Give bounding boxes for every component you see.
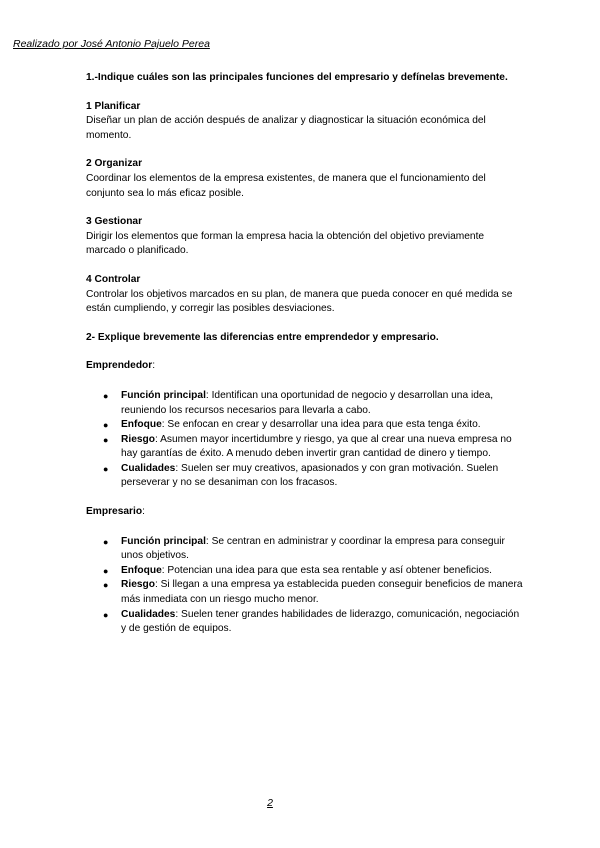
list-item [86, 578, 526, 607]
author-header: Realizado por José Antonio Pajuelo Perea [13, 38, 210, 50]
empresario-list [86, 535, 526, 637]
function-text: Diseñar un plan de acción después de analizar y diagnosticar la situación económica del momento. [86, 115, 486, 141]
emprendedor-heading [86, 359, 526, 374]
item-text: : Suelen tener grandes habilidades de liderazgo, comunicación, negociación y de gestión de equipos. [121, 608, 520, 635]
item-term: Riesgo [121, 433, 155, 445]
item-text: : Asumen mayor incertidumbre y riesgo, ya que al crear una nueva empresa no hay garantías de éxito. A menudo deben invertir gran cantidad de dinero y tiempo. [121, 433, 512, 460]
list-item [86, 433, 526, 462]
bullet-dot-icon: ● [103, 434, 109, 445]
bullet-dot-icon: ● [103, 580, 109, 591]
item-text: : Suelen ser muy creativos, apasionados y con gran motivación. Suelen perseverar y no se desaniman con los fracasos. [121, 462, 499, 489]
item-term: Función principal [121, 535, 206, 547]
item-text: : Identifican una oportunidad de negocio y desarrollan una idea, reuniendo los recursos necesarios para llevarla a cabo. [121, 389, 494, 416]
bullet-dot-icon: ● [103, 565, 109, 576]
emprendedor-list [86, 389, 526, 491]
item-text: : Potencian una idea para que esta sea rentable y así obtener beneficios. [161, 564, 492, 576]
list-item [86, 608, 526, 637]
function-section [86, 215, 526, 259]
page-number: 2 [267, 797, 273, 809]
function-section [86, 100, 526, 144]
function-text: Coordinar los elementos de la empresa existentes, de manera que el funcionamiento del conjunto sea lo más eficaz posible. [86, 172, 486, 199]
list-item [86, 418, 526, 433]
item-term: Riesgo [121, 579, 155, 591]
list-item [86, 535, 526, 564]
item-term: Cualidades [121, 462, 176, 474]
function-title: 3 Gestionar [86, 216, 143, 228]
function-section [86, 273, 526, 317]
function-title: 4 Controlar [86, 273, 141, 285]
bullet-dot-icon: ● [103, 536, 109, 547]
empresario-title: Empresario [86, 506, 143, 518]
function-title: 1 Planificar [86, 100, 141, 112]
bullet-dot-icon: ● [103, 420, 109, 431]
item-term: Función principal [121, 389, 206, 401]
emprendedor-title: Emprendedor [86, 360, 153, 372]
item-term: Cualidades [121, 608, 176, 620]
emprendedor-colon: : [152, 360, 156, 372]
function-title: 2 Organizar [86, 158, 143, 170]
empresario-colon: : [142, 506, 145, 518]
empresario-heading [86, 505, 526, 520]
item-text: : Se enfocan en crear y desarrollar una idea para que esta tenga éxito. [161, 419, 481, 431]
item-text: : Si llegan a una empresa ya establecida pueden conseguir beneficios de manera más inmediata con un riesgo mucho menor. [121, 579, 523, 606]
document-body [86, 71, 526, 651]
function-text: Dirigir los elementos que forman la empresa hacia la obtención del objetivo previamente marcado o planificado. [86, 230, 485, 257]
function-text: Controlar los objetivos marcados en su plan, de manera que pueda conocer en qué medida se están cumpliendo, y corregir las posibles desviaciones. [86, 288, 513, 315]
bullet-dot-icon: ● [103, 609, 109, 620]
item-term: Enfoque [121, 564, 162, 576]
list-item [86, 564, 526, 579]
question-1: 1.-Indique cuáles son las principales funciones del empresario y defínelas brevemente. [86, 72, 508, 83]
bullet-dot-icon: ● [103, 390, 109, 401]
item-term: Enfoque [121, 419, 162, 431]
function-section [86, 157, 526, 201]
list-item [86, 462, 526, 491]
list-item [86, 389, 526, 418]
item-text: : Se centran en administrar y coordinar la empresa para conseguir unos objetivos. [121, 535, 505, 562]
bullet-dot-icon: ● [103, 463, 109, 474]
question-2: 2- Explique brevemente las diferencias entre emprendedor y empresario. [86, 331, 439, 343]
